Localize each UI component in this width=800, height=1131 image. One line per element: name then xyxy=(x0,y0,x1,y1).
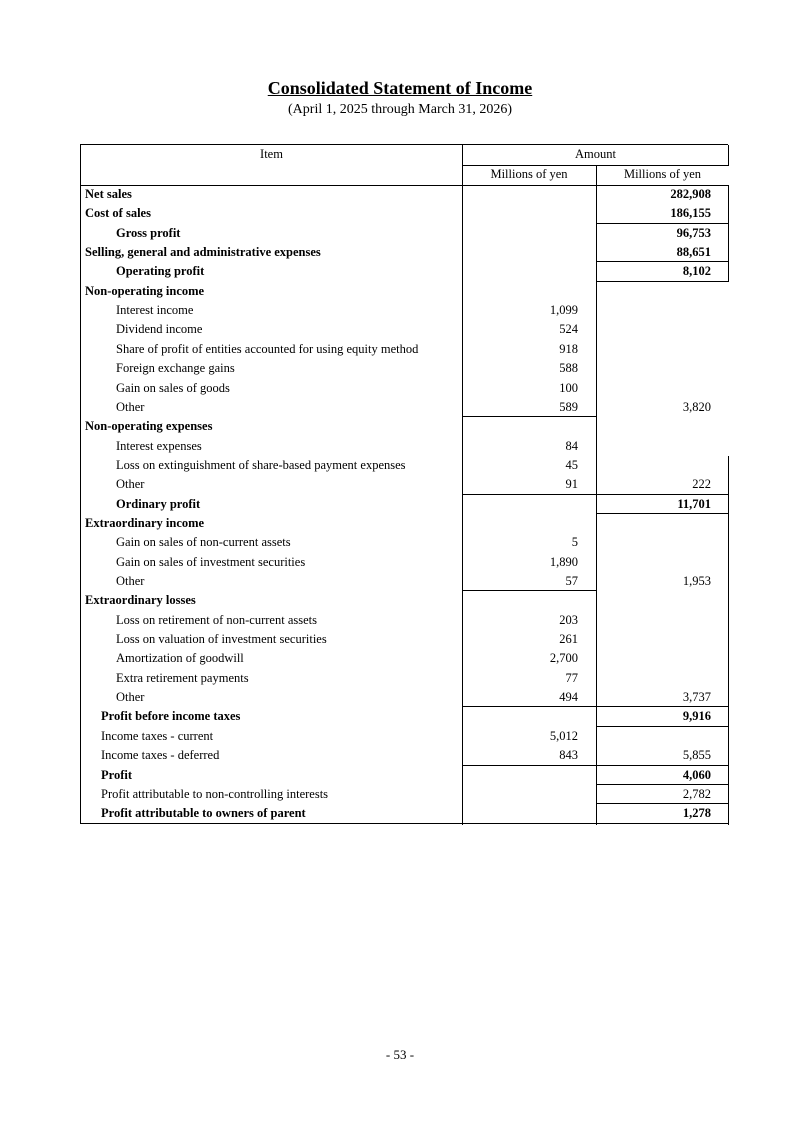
row-value-col2 xyxy=(596,533,711,552)
header-rule xyxy=(462,165,729,166)
row-label: Amortization of goodwill xyxy=(116,651,244,665)
row-value-col1: 77 xyxy=(565,671,578,685)
row-value-col1: 5,012 xyxy=(549,729,578,743)
row-value-col1 xyxy=(462,224,578,243)
row-label: Gross profit xyxy=(116,226,181,240)
row-value-col1: 5 xyxy=(571,535,578,549)
row-label: Gain on sales of non-current assets xyxy=(116,535,291,549)
row-label: Income taxes - current xyxy=(101,729,214,743)
row-value-col2: 88,651 xyxy=(676,245,711,259)
row-value-col2: 3,820 xyxy=(682,400,711,414)
row-value-col2 xyxy=(596,611,711,630)
header-item: Item xyxy=(260,147,283,161)
right-border xyxy=(728,145,729,165)
subtotal-rule xyxy=(596,784,729,785)
subtotal-rule xyxy=(462,765,729,766)
row-value-col1: 589 xyxy=(559,400,578,414)
row-value-col2 xyxy=(596,359,711,378)
row-value-col1 xyxy=(462,282,578,301)
row-label: Interest income xyxy=(116,303,194,317)
subtotal-rule xyxy=(462,416,596,417)
row-value-col2 xyxy=(596,282,711,301)
row-label: Cost of sales xyxy=(85,206,151,220)
row-label: Gain on sales of goods xyxy=(116,381,230,395)
row-value-col2 xyxy=(596,417,711,436)
row-label: Extra retirement payments xyxy=(116,671,249,685)
row-value-col2 xyxy=(596,630,711,649)
row-value-col1: 261 xyxy=(559,632,578,646)
row-label: Other xyxy=(116,400,145,414)
row-label: Income taxes - deferred xyxy=(101,748,220,762)
row-value-col2 xyxy=(596,669,711,688)
row-value-col1: 524 xyxy=(559,322,578,336)
row-value-col2 xyxy=(596,514,711,533)
row-label: Extraordinary losses xyxy=(85,593,196,607)
row-value-col1: 45 xyxy=(565,458,578,472)
row-value-col1: 494 xyxy=(559,690,578,704)
income-statement-table xyxy=(80,144,728,824)
row-value-col1: 203 xyxy=(559,613,578,627)
row-value-col1: 843 xyxy=(559,748,578,762)
row-value-col1 xyxy=(462,262,578,281)
row-value-col2: 222 xyxy=(692,477,711,491)
row-value-col1 xyxy=(462,204,578,223)
row-label: Non-operating expenses xyxy=(85,419,213,433)
row-value-col1 xyxy=(462,591,578,610)
row-value-col1 xyxy=(462,495,578,514)
row-label: Operating profit xyxy=(116,264,205,278)
row-value-col1: 1,890 xyxy=(549,555,578,569)
row-label: Gain on sales of investment securities xyxy=(116,555,306,569)
row-label: Loss on extinguishment of share-based payment expenses xyxy=(116,458,406,472)
row-label: Profit attributable to owners of parent xyxy=(101,806,306,820)
subtotal-rule xyxy=(462,706,729,707)
right-border xyxy=(728,185,729,282)
row-value-col1 xyxy=(462,707,578,726)
row-value-col2 xyxy=(596,553,711,572)
row-value-col1 xyxy=(462,417,578,436)
row-value-col2 xyxy=(596,340,711,359)
row-value-col1: 57 xyxy=(565,574,578,588)
page-number: - 53 - xyxy=(385,1047,415,1062)
row-label: Interest expenses xyxy=(116,439,202,453)
row-value-col1 xyxy=(462,185,578,204)
row-label: Selling, general and administrative expenses xyxy=(85,245,321,259)
row-value-col2: 5,855 xyxy=(682,748,711,762)
page-title: Consolidated Statement of Income xyxy=(267,78,533,98)
subtotal-rule xyxy=(596,261,729,262)
unit-column-2: Millions of yen xyxy=(623,167,702,181)
row-value-col1: 84 xyxy=(565,439,578,453)
row-label: Other xyxy=(116,574,145,588)
row-value-col1 xyxy=(462,804,578,823)
row-value-col1: 1,099 xyxy=(549,303,578,317)
row-value-col2 xyxy=(596,379,711,398)
row-value-col1: 91 xyxy=(565,477,578,491)
row-value-col1 xyxy=(462,766,578,785)
unit-column-1: Millions of yen xyxy=(490,167,568,181)
row-value-col1 xyxy=(462,514,578,533)
row-value-col2: 8,102 xyxy=(682,264,711,278)
row-label: Loss on valuation of investment securities xyxy=(116,632,327,646)
row-value-col2: 282,908 xyxy=(670,187,711,201)
row-value-col2: 96,753 xyxy=(676,226,711,240)
row-label: Foreign exchange gains xyxy=(116,361,235,375)
row-value-col2: 1,953 xyxy=(682,574,711,588)
divider-item-amount xyxy=(462,145,463,825)
row-label: Other xyxy=(116,477,145,491)
row-value-col2 xyxy=(596,301,711,320)
row-value-col2 xyxy=(596,591,711,610)
row-value-col1: 2,700 xyxy=(549,651,578,665)
subtotal-rule xyxy=(596,726,729,727)
row-value-col2 xyxy=(596,727,711,746)
row-value-col1: 588 xyxy=(559,361,578,375)
row-value-col2: 11,701 xyxy=(677,497,711,511)
row-value-col2: 2,782 xyxy=(682,787,711,801)
subtotal-rule xyxy=(596,803,729,804)
row-label: Extraordinary income xyxy=(85,516,205,530)
row-label: Other xyxy=(116,690,145,704)
row-label: Profit before income taxes xyxy=(101,709,241,723)
row-label: Net sales xyxy=(85,187,132,201)
row-label: Profit attributable to non-controlling interests xyxy=(101,787,329,801)
row-value-col1 xyxy=(462,785,578,804)
row-value-col2: 186,155 xyxy=(670,206,711,220)
row-value-col1 xyxy=(462,243,578,262)
subtotal-rule xyxy=(596,223,729,224)
row-label: Loss on retirement of non-current assets xyxy=(116,613,317,627)
subtotal-rule xyxy=(462,494,729,495)
header-rule xyxy=(81,185,729,186)
row-value-col2: 3,737 xyxy=(682,690,711,704)
row-value-col2 xyxy=(596,437,711,456)
period-subtitle: (April 1, 2025 through March 31, 2026) xyxy=(288,102,512,117)
row-value-col2: 1,278 xyxy=(682,806,711,820)
row-label: Ordinary profit xyxy=(116,497,201,511)
row-value-col1: 918 xyxy=(559,342,578,356)
header-amount: Amount xyxy=(575,147,616,161)
row-value-col2 xyxy=(596,649,711,668)
row-value-col2 xyxy=(596,456,711,475)
row-label: Profit xyxy=(101,768,133,782)
row-label: Non-operating income xyxy=(85,284,205,298)
row-label: Dividend income xyxy=(116,322,203,336)
row-value-col2 xyxy=(596,320,711,339)
subtotal-rule xyxy=(596,281,729,282)
row-value-col1: 100 xyxy=(559,381,578,395)
row-value-col2: 9,916 xyxy=(682,709,711,723)
row-value-col2: 4,060 xyxy=(682,768,711,782)
row-label: Share of profit of entities accounted for using equity method xyxy=(116,342,419,356)
subtotal-rule xyxy=(596,513,729,514)
subtotal-rule xyxy=(462,590,596,591)
right-border xyxy=(728,456,729,825)
